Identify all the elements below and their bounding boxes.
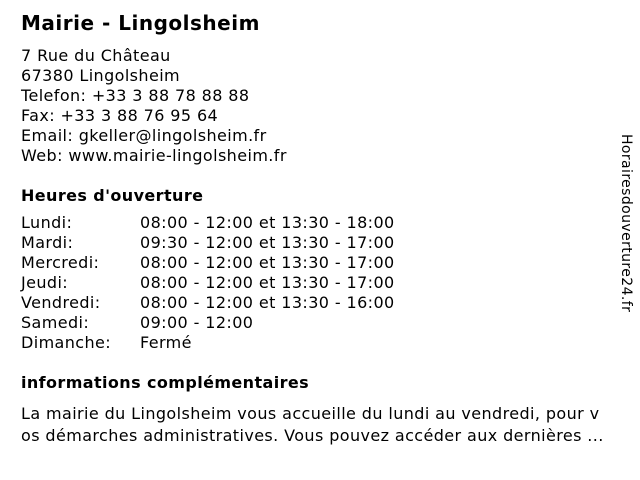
day-hours: 08:00 - 12:00 et 13:30 - 17:00	[140, 253, 395, 272]
web-line	[21, 146, 640, 166]
day-label: Mardi:	[21, 233, 74, 252]
day-label: Mercredi:	[21, 253, 100, 272]
day-hours: 09:30 - 12:00 et 13:30 - 17:00	[140, 233, 395, 252]
hours-row-monday	[21, 213, 640, 233]
fax-label: Fax:	[21, 106, 55, 125]
address-street: 7 Rue du Château	[21, 46, 171, 65]
info-heading: informations complémentaires	[21, 373, 310, 392]
hours-heading: Heures d'ouverture	[21, 186, 204, 205]
email-label: Email:	[21, 126, 74, 145]
phone-label: Telefon:	[21, 86, 87, 105]
day-hours: 08:00 - 12:00 et 13:30 - 18:00	[140, 213, 395, 232]
web-value: www.mairie-lingolsheim.fr	[68, 146, 287, 165]
day-label: Jeudi:	[21, 273, 69, 292]
hours-row-saturday	[21, 313, 640, 333]
email-value: gkeller@lingolsheim.fr	[78, 126, 267, 145]
hours-row-friday	[21, 293, 640, 313]
address-city: 67380 Lingolsheim	[21, 66, 181, 85]
phone-value: +33 3 88 78 88 88	[91, 86, 250, 105]
info-paragraph	[21, 403, 640, 447]
day-label: Samedi:	[21, 313, 90, 332]
day-hours: Fermé	[140, 333, 192, 352]
day-label: Vendredi:	[21, 293, 101, 312]
day-hours: 09:00 - 12:00	[140, 313, 254, 332]
email-line	[21, 126, 640, 146]
site-watermark: Horairesdouverture24.fr	[618, 134, 634, 313]
phone-line	[21, 86, 640, 106]
info-paragraph-line1: La mairie du Lingolsheim vous accueille du lundi au vendredi, pour v	[21, 404, 600, 423]
day-label: Dimanche:	[21, 333, 112, 352]
contact-block	[21, 46, 640, 166]
opening-hours-table	[21, 213, 640, 353]
day-label: Lundi:	[21, 213, 73, 232]
hours-row-tuesday	[21, 233, 640, 253]
day-hours: 08:00 - 12:00 et 13:30 - 17:00	[140, 273, 395, 292]
fax-line	[21, 106, 640, 126]
day-hours: 08:00 - 12:00 et 13:30 - 16:00	[140, 293, 395, 312]
hours-row-thursday	[21, 273, 640, 293]
web-label: Web:	[21, 146, 63, 165]
hours-row-wednesday	[21, 253, 640, 273]
info-paragraph-line2: os démarches administratives. Vous pouvez accéder aux dernières ...	[21, 426, 604, 445]
fax-value: +33 3 88 76 95 64	[60, 106, 219, 125]
page-title: Mairie - Lingolsheim	[21, 11, 260, 35]
hours-row-sunday	[21, 333, 640, 353]
